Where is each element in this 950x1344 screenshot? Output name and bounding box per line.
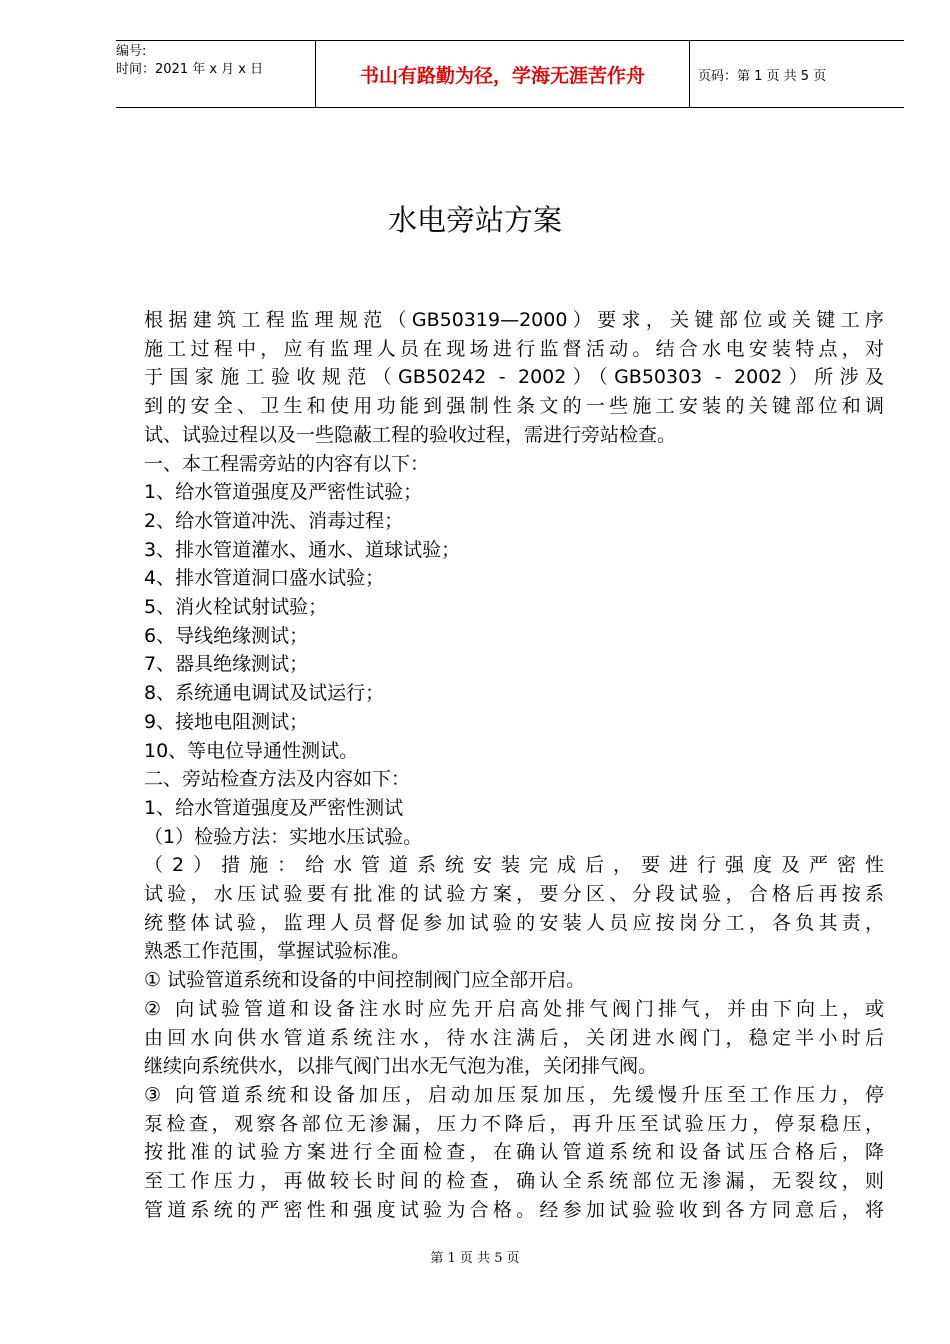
header-meta <box>116 41 315 109</box>
document-body <box>144 306 884 1225</box>
list-item: 1、给水管道强度及严密性试验； <box>144 481 423 504</box>
body-line: （2）措施：给水管道系统安装完成后，要进行强度及严密性 <box>144 854 884 877</box>
body-line: 到的安全、卫生和使用功能到强制性条文的一些施工安装的关键部位和调 <box>144 395 884 418</box>
body-line: 试验，水压试验要有批准的试验方案，要分区、分段试验，合格后再按系 <box>144 883 884 906</box>
body-line: ③ 向管道系统和设备加压，启动加压泵加压，先缓慢升压至工作压力，停 <box>144 1083 884 1106</box>
header-page-number: 页码：第 1 页 共 5 页 <box>698 68 827 84</box>
document-title: 水电旁站方案 <box>387 203 562 237</box>
body-line: 继续向系统供水，以排气阀门出水无气泡为准，关闭排气阀。 <box>144 1055 658 1078</box>
body-line: 管道系统的严密性和强度试验为合格。经参加试验验收到各方同意后，将 <box>144 1198 884 1221</box>
body-line: 按批准的试验方案进行全面检查，在确认管道系统和设备试压合格后，降 <box>144 1141 884 1164</box>
header-page-cell <box>690 41 912 107</box>
list-item: 10、等电位导通性测试。 <box>144 739 359 762</box>
header-motto-cell <box>315 41 690 107</box>
body-line: 至工作压力，再做较长时间的检查，确认全系统部位无渗漏，无裂纹，则 <box>144 1170 884 1193</box>
body-line: 熟悉工作范围，掌握试验标准。 <box>144 940 411 963</box>
document-number-label: 编号: <box>116 44 147 59</box>
subsection-heading: 1、给水管道强度及严密性测试 <box>144 796 404 819</box>
section-heading: 二、旁站检查方法及内容如下： <box>144 768 411 791</box>
body-line: 于国家施工验收规范（GB50242 - 2002）（GB50303 - 2002）所涉及 <box>144 366 884 389</box>
body-line: 统整体试验，监理人员督促参加试验的安装人员应按岗分工，各负其责， <box>144 911 884 934</box>
body-line: 根据建筑工程监理规范（GB50319—2000）要求，关键部位或关键工序 <box>144 309 884 331</box>
list-item: 4、排水管道洞口盛水试验； <box>144 567 385 590</box>
body-line: ② 向试验管道和设备注水时应先开启高处排气阀门排气，并由下向上，或 <box>144 997 884 1020</box>
body-line: （1）检验方法：实地水压试验。 <box>144 825 423 848</box>
page-footer: 第 1 页 共 5 页 <box>430 1251 520 1266</box>
list-item: 8、系统通电调试及试运行； <box>144 682 385 705</box>
body-line: ① 试验管道系统和设备的中间控制阀门应全部开启。 <box>144 969 586 992</box>
list-item: 7、器具绝缘测试； <box>144 653 309 676</box>
list-item: 3、排水管道灌水、通水、道球试验； <box>144 538 461 561</box>
document-time-label: 时间：2021 年 x 月 x 日 <box>116 62 264 77</box>
body-line: 施工过程中，应有监理人员在现场进行监督活动。结合水电安装特点，对 <box>144 337 884 360</box>
body-line: 泵检查，观察各部位无渗漏，压力不降后，再升压至试验压力，停泵稳压， <box>144 1112 884 1135</box>
list-item: 6、导线绝缘测试； <box>144 624 309 647</box>
list-item: 2、给水管道冲洗、消毒过程； <box>144 509 404 532</box>
header-motto: 书山有路勤为径，学海无涯苦作舟 <box>359 64 645 87</box>
body-line: 试、试验过程以及一些隐蔽工程的验收过程，需进行旁站检查。 <box>144 423 677 446</box>
page-header <box>116 40 904 108</box>
list-item: 5、消火栓试射试验； <box>144 596 328 619</box>
list-item: 9、接地电阻测试； <box>144 710 309 733</box>
section-heading: 一、本工程需旁站的内容有以下： <box>144 452 430 475</box>
body-line: 由回水向供水管道系统注水，待水注满后，关闭进水阀门，稳定半小时后 <box>144 1026 884 1049</box>
